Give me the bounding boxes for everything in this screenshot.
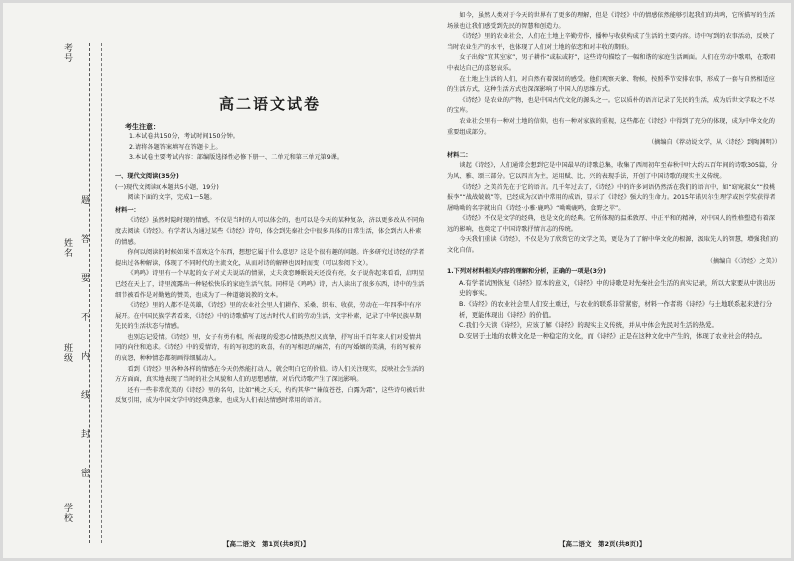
notice-item: 3.本试卷主要考试内容：部编版选择性必修下册一、二单元和第三单元第9课。	[129, 154, 344, 162]
answer-option-c: C.我们今天读《诗经》，应该了解《诗经》的现实主义传统，并从中体会先民对生活的热爱。	[459, 321, 718, 330]
notice-item: 1.本试卷共150分，考试时间150分钟。	[129, 133, 239, 141]
exam-number-label: 考号	[62, 43, 72, 63]
seal-word: 线	[81, 391, 91, 401]
paragraph: 在土地上生活的人们，对自然有着深切的感受。他们观察天象、物候，按照季节安排农事，形成了一套与自然相适应的生活方式，这种生活方式也深深影响了中国人的思维方式。	[447, 75, 775, 94]
name-label: 姓名	[62, 238, 72, 258]
seal-word: 密	[81, 469, 91, 479]
seal-words	[81, 193, 90, 479]
seal-word: 答	[81, 235, 91, 245]
instruction: 阅读下面的文字，完成1～5题。	[127, 194, 216, 202]
answer-option-d: D.安居于土地的农耕文化是一种稳定的文化，而《诗经》正是在这种文化中产生的，体现了农业社会的特点。	[459, 331, 767, 340]
school-label: 学校	[62, 503, 72, 523]
paragraph: 谈起《诗经》，人们通常会想到它是中国最早的诗歌总集，收集了西周初年至春秋中叶大约五百年间的诗歌305篇，分为风、雅、颂三部分。它以四言为主，运用赋、比、兴的表现手法，开创了中国诗歌的现实主义传统。	[447, 162, 778, 180]
paragraph: 农业社会里有一种对土地的信仰，也有一种对家族的重视，这些都在《诗经》中得到了充分的体现，成为中华文化的重要组成部分。	[447, 117, 775, 136]
paragraph: 也别忘记爱情。《诗经》里，女子有勇有相，所表现的爱恋心情既热烈又真挚，抒写出千百年来人们对爱情共同的向往和追求。《诗经》中的爱情诗，有的写初恋的欢喜，有的写相思的痛苦，有的写婚姻的美满，有的写被弃的哀怨，种种情态都刻画得细腻动人。	[115, 333, 422, 363]
paragraph: 如今，虽然人类对于今天的世界有了更多的理解，但是《诗经》中的情感依然能够引起我们的共鸣，它所描写的生活场景也让我们感受到先民的智慧和创造力。	[447, 12, 775, 30]
binding-margin	[3, 3, 115, 558]
material-label: 材料二：	[447, 151, 472, 159]
seal-word: 不	[81, 313, 91, 323]
notice-item: 2.请将各题答案填写在答题卡上。	[129, 143, 222, 151]
answer-option-b: B.《诗经》的农业社会里人们安土重迁，与农业的联系非常紧密，材料一作者将《诗经》与土地联系起来进行分析，更能体现出《诗经》的价值。	[459, 300, 773, 319]
material-label: 材料一：	[115, 206, 140, 214]
exam-title: 高二语文试卷	[218, 95, 321, 113]
source-citation: （摘编自《荐动说文学，从〈诗经〉到陶渊明》）	[647, 139, 781, 147]
paragraph: 《诗经》里的农业社会，人们在土地上辛勤劳作，播种与收获构成了生活的主要内容。诗中写到的农事活动，反映了当时农业生产的水平，也体现了人们对土地的依恋和对丰收的期盼。	[447, 33, 775, 51]
answer-option-a: A.有学者试图恢复《诗经》原本的意义，《诗经》中的诗歌是对先秦社会生活的真实记录，所以大家要从中读出历史的事实。	[459, 278, 776, 298]
section-heading: 一、现代文阅读(35分)	[115, 172, 179, 180]
class-label: 班级	[62, 343, 72, 363]
seal-line-inner	[101, 43, 102, 543]
seal-word: 内	[81, 352, 91, 362]
page-footer-left: 【高二语文 第1页(共8页)】	[223, 540, 310, 548]
paragraph: 《诗经》不仅是文学的经典，也是文化的经典。它所体现的温柔敦厚、中正平和的精神，对中国人的性格塑造有着深远的影响，也奠定了中国诗歌抒情言志的传统。	[447, 215, 775, 233]
notice-title: 考生注意：	[125, 122, 160, 131]
seal-word: 题	[81, 196, 91, 206]
left-page	[115, 11, 425, 407]
paragraph: 《诗经》里的人都不是英雄，《诗经》里的农业社会里人们耕作、采桑、织布、收获，劳动在一年四季中有序展开。在中国民族学者看来，《诗经》中的诗歌描写了远古时代人们的劳动生活，文字朴素，记录了中华民族早期先民的生活状态与情感。	[115, 302, 422, 331]
paragraph: 你何以阅读的时候如果不喜欢这个东西，想想它属于什么意思？这是个很有趣的问题。许多研究过诗经的学者提出过各种解读，体现了不同时代的主流文化，从而对诗的解释也因时而变（可以参阅下文）。	[115, 249, 425, 267]
subsection-heading: (一)现代文阅读Ⅰ(本题共5小题，19分)	[115, 183, 219, 191]
question-stem: 1.下列对材料相关内容的理解和分析，正确的一项是(3分)	[447, 268, 606, 276]
paragraph: 女子出嫁“宜其室家”，男子耕作“或耘或耔”，这些诗句描绘了一幅和谐的家庭生活画面。人们在劳动中歌唱，在歌唱中表达自己的喜怒哀乐。	[447, 54, 776, 72]
paragraph: 《鸡鸣》诗里有一个早起的女子对丈夫说话的情景，丈夫贪恋睡眠说天还没有亮，女子说你起来看看，启明星已经在天上了，诗里流露出一种轻松快乐的家庭生活气氛。同样是《鸡鸣》诗，古人读出了很多东西，诗中的生活细节被看作是对勤勉的赞美，也成为了一种道德说教的文本。	[115, 270, 425, 299]
paragraph: 《诗经》虽然时隐时现的情感，不仅是当时的人可以体会的，也可以是今天的某种复杂，济以更多改从不同角度去阅读《诗经》。有学者认为通过某些《诗经》诗句，体会到先秦社会中很多具体的日常生活，体会到古人朴素的情感。	[115, 217, 425, 246]
source-citation: （摘编自《〈诗经〉之美》）	[706, 257, 781, 265]
exam-sheet	[3, 3, 791, 558]
paragraph: 《诗经》之美首先在于它的语言。几千年过去了，《诗经》中的许多词语仍然活在我们的语言中，如“窈窕淑女”“投桃报李”“战战兢兢”等，已经成为汉语中常用的成语，显示了《诗经》强大的生命力。2015年诺贝尔生理学或医学奖获得者屠呦呦的名字就出自《诗经·小雅·鹿鸣》“呦呦鹿鸣，食野之苹”。	[447, 183, 776, 212]
page-footer-right: 【高二语文 第2页(共8页)】	[559, 540, 646, 548]
right-page	[447, 11, 781, 341]
paragraph: 今天我们重读《诗经》，不仅是为了欣赏它的文学之美，更是为了了解中华文化的根源，汲取先人的智慧，增强我们的文化自信。	[447, 236, 779, 255]
seal-word: 要	[81, 274, 91, 284]
seal-word: 封	[81, 430, 91, 440]
paragraph: 看到《诗经》里各种各样的情感在今天仍然能打动人，就会明白它的价值。诗人们关注现实，反映社会生活的方方面面，真实地表现了当时的社会风貌和人们的思想感情，对后代诗歌产生了深远影响。	[115, 365, 425, 384]
paragraph: 《诗经》是农业的产物，也是中国古代文化的源头之一。它以质朴的语言记录了先民的生活，成为后世文学取之不尽的宝库。	[447, 96, 775, 115]
paragraph: 还有一些非常优美的《诗经》里的名句，比如“桃之夭夭，灼灼其华”“蒹葭苍苍，白露为霜”，这些诗句被后世反复引用，成为中国文学中的经典意象，也成为人们表达情感时常用的语言。	[115, 386, 425, 405]
